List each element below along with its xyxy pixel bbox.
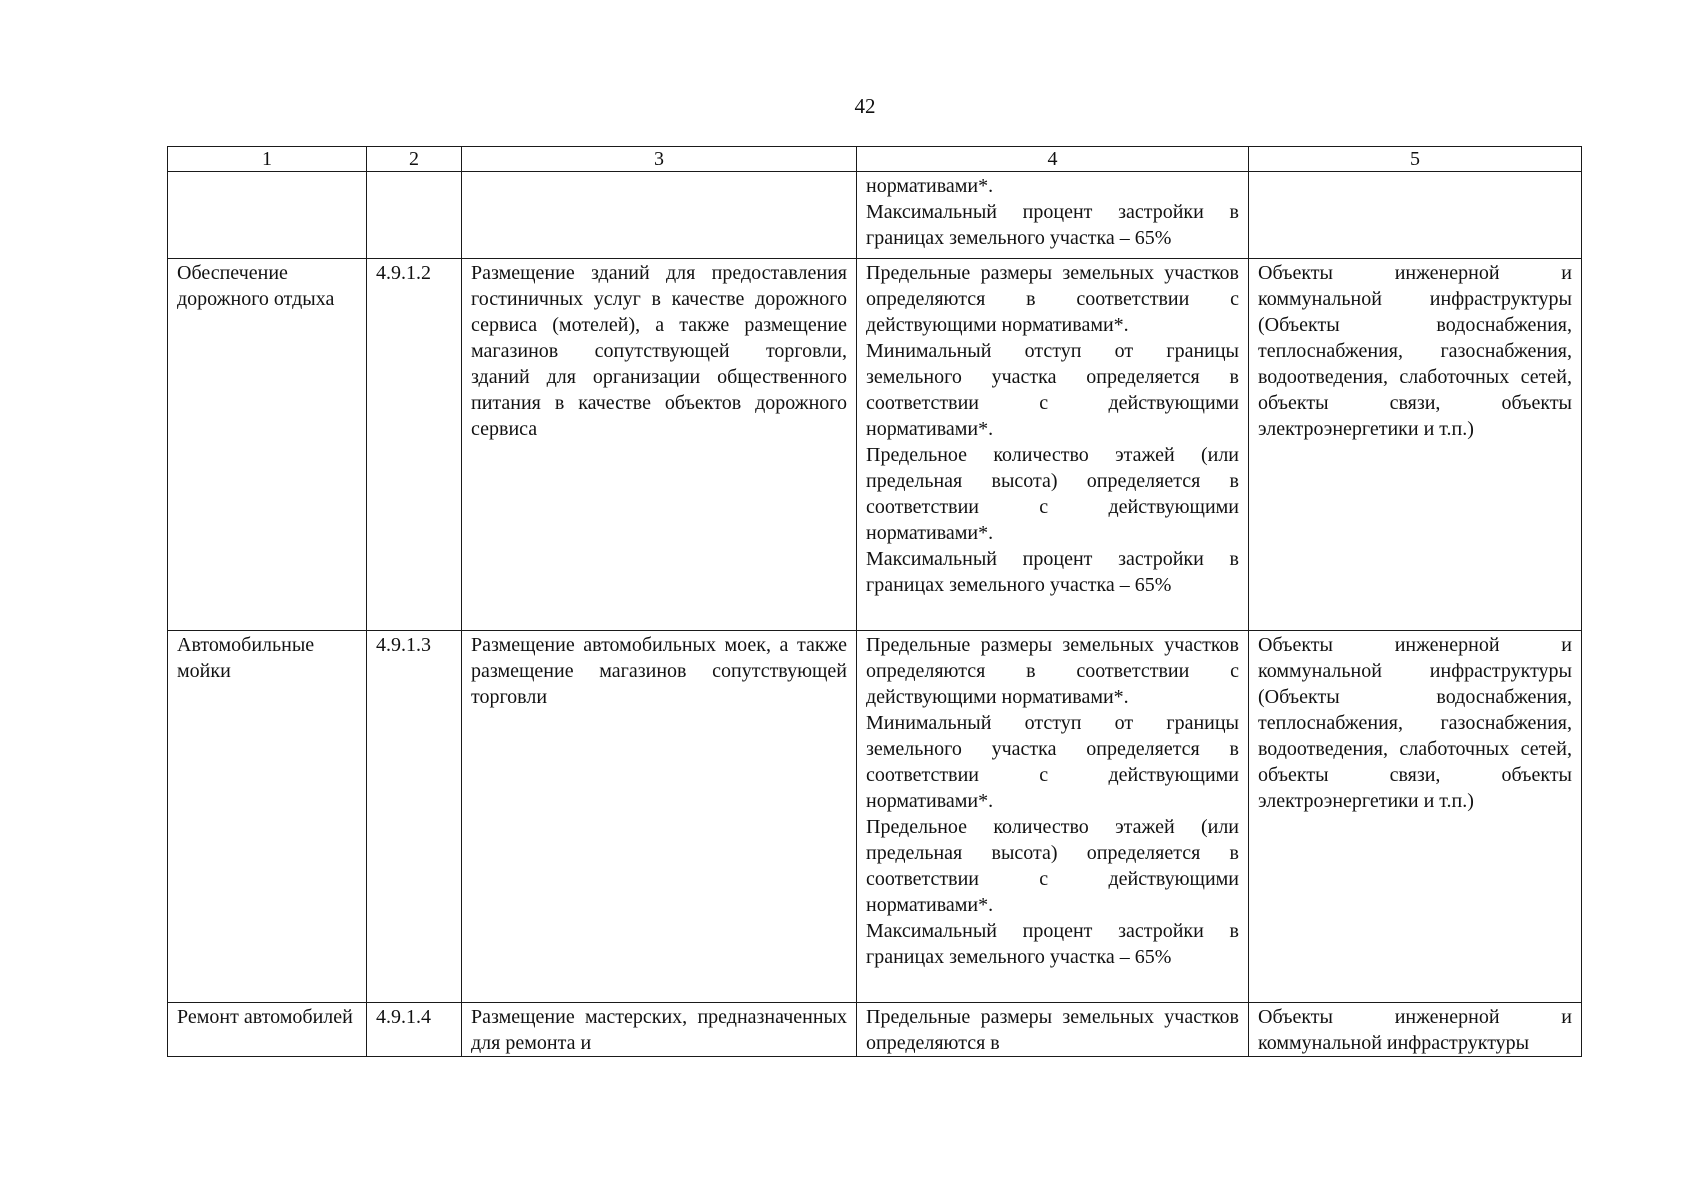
header-col-5: 5	[1249, 147, 1582, 172]
header-col-2: 2	[367, 147, 462, 172]
cell-code: 4.9.1.2	[367, 259, 462, 631]
table-header-row	[168, 147, 1582, 172]
cell-description: Размещение мастерских, предназначенных для ремонта и	[462, 1003, 857, 1057]
table-row-continuation	[168, 172, 1582, 259]
header-col-1: 1	[168, 147, 367, 172]
cell-code: 4.9.1.4	[367, 1003, 462, 1057]
parameter-line: Максимальный процент застройки в границах земельного участка – 65%	[866, 548, 1239, 596]
table-row	[168, 259, 1582, 631]
parameter-line: Предельные размеры земельных участков определяются в соответствии с действующими нормативами*.	[866, 262, 1239, 336]
parameter-line: Предельные размеры земельных участков определяются в соответствии с действующими нормативами*.	[866, 634, 1239, 708]
parameter-line: Предельное количество этажей (или предельная высота) определяется в соответствии с действующими нормативами*.	[866, 816, 1239, 916]
land-use-table	[167, 146, 1582, 1057]
parameter-line: Предельное количество этажей (или предельная высота) определяется в соответствии с действующими нормативами*.	[866, 444, 1239, 544]
cell-parameters	[857, 259, 1249, 631]
cell-auxiliary: Объекты инженерной и коммунальной инфраструктуры	[1249, 1003, 1582, 1057]
cell-code	[367, 172, 462, 259]
cell-name: Обеспечение дорожного отдыха	[168, 259, 367, 631]
cell-name	[168, 172, 367, 259]
cell-name: Автомобильные мойки	[168, 631, 367, 1003]
cell-name: Ремонт автомобилей	[168, 1003, 367, 1057]
cell-parameters	[857, 1003, 1249, 1057]
header-col-3: 3	[462, 147, 857, 172]
parameter-line: Максимальный процент застройки в границах земельного участка – 65%	[866, 201, 1239, 249]
parameter-line: Минимальный отступ от границы земельного участка определяется в соответствии с действующими нормативами*.	[866, 340, 1239, 440]
cell-auxiliary: Объекты инженерной и коммунальной инфраструктуры (Объекты водоснабжения, теплоснабжения, газоснабжения, водоотведения, слаботочных сетей, объекты связи, объекты электроэнергетики и т.п.)	[1249, 259, 1582, 631]
parameter-line: Максимальный процент застройки в границах земельного участка – 65%	[866, 920, 1239, 968]
header-col-4: 4	[857, 147, 1249, 172]
cell-description: Размещение зданий для предоставления гостиничных услуг в качестве дорожного сервиса (мотелей), а также размещение магазинов сопутствующей торговли, зданий для организации общественного питания в качестве объектов дорожного сервиса	[462, 259, 857, 631]
page-number: 42	[854, 94, 876, 118]
table-row	[168, 631, 1582, 1003]
cell-parameters	[857, 631, 1249, 1003]
cell-auxiliary: Объекты инженерной и коммунальной инфраструктуры (Объекты водоснабжения, теплоснабжения, газоснабжения, водоотведения, слаботочных сетей, объекты связи, объекты электроэнергетики и т.п.)	[1249, 631, 1582, 1003]
parameter-line: нормативами*.	[866, 175, 994, 197]
parameter-line: Минимальный отступ от границы земельного участка определяется в соответствии с действующими нормативами*.	[866, 712, 1239, 812]
cell-auxiliary	[1249, 172, 1582, 259]
parameter-line: Предельные размеры земельных участков определяются в	[866, 1006, 1239, 1054]
table-row	[168, 1003, 1582, 1057]
cell-parameters	[857, 172, 1249, 259]
cell-description: Размещение автомобильных моек, а также размещение магазинов сопутствующей торговли	[462, 631, 857, 1003]
cell-description	[462, 172, 857, 259]
cell-code: 4.9.1.3	[367, 631, 462, 1003]
